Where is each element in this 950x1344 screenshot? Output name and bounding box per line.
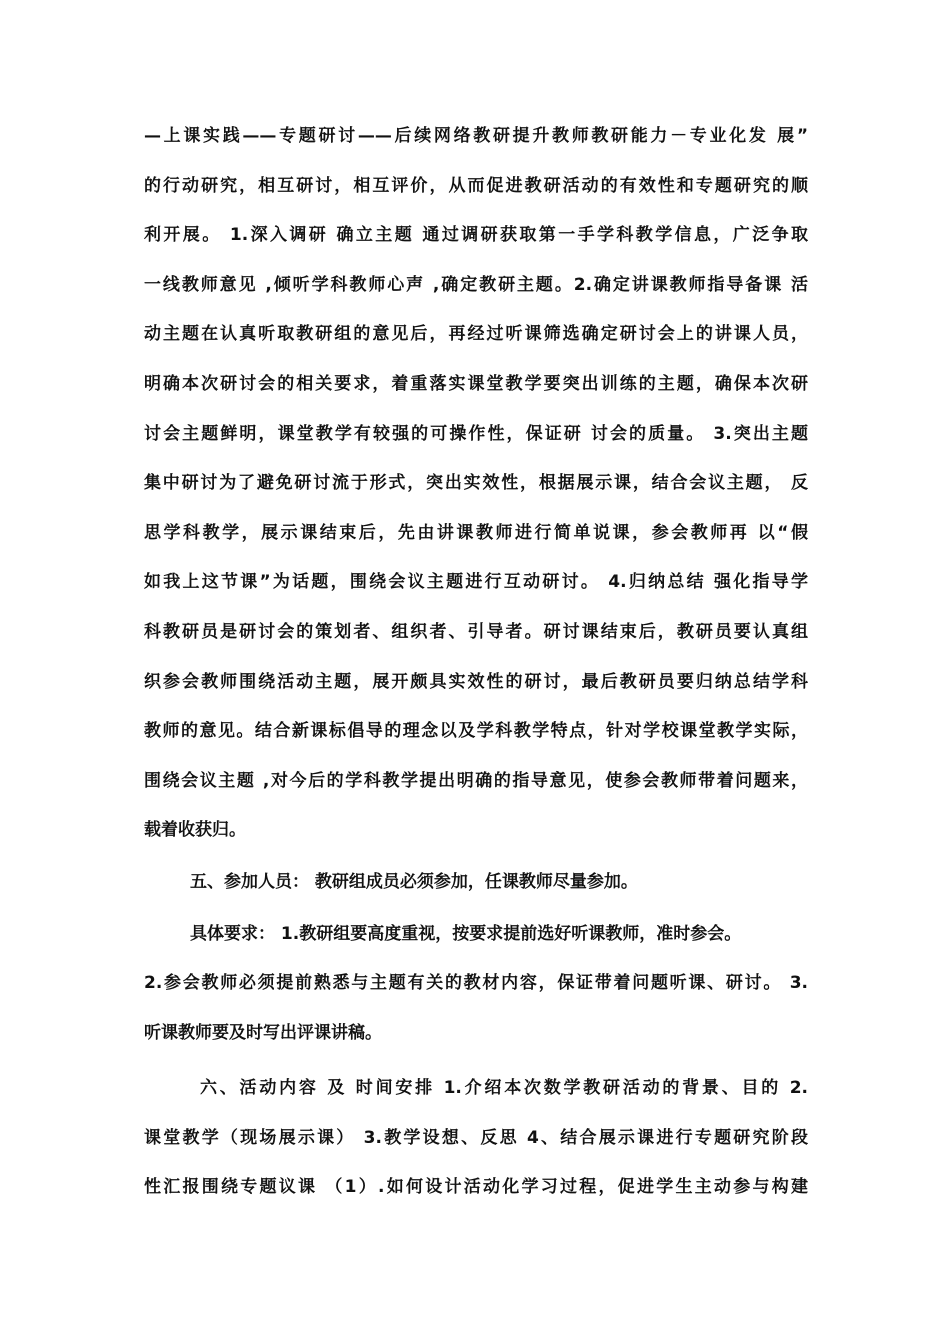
text-line: 动主题在认真听取教研组的意见后，再经过听课筛选确定研讨会上的讲课人员， xyxy=(144,324,808,345)
text-line: 的行动研究，相互研讨，相互评价，从而促进教研活动的有效性和专题研究的顺 xyxy=(144,175,808,196)
text-line: 集中研讨为了避免研讨流于形式，突出实效性，根据展示课，结合会议主题， 反 xyxy=(144,473,808,494)
paragraph-schedule xyxy=(144,1064,808,1213)
text-line: 思学科教学，展示课结束后，先由讲课教师进行简单说课，参会教师再 以“假 xyxy=(144,522,808,543)
section-heading-participants: 五、参加人员： 教研组成员必须参加，任课教师尽量参加。 xyxy=(190,871,638,892)
paragraph-participants xyxy=(144,858,808,908)
text-line: 载着收获归。 xyxy=(144,820,246,841)
text-line: 课堂教学（现场展示课） 3.教学设想、反思 4、结合展示课进行专题研究阶段 xyxy=(144,1127,808,1148)
text-line: 讨会主题鲜明，课堂教学有较强的可操作性，保证研 讨会的质量。 3.突出主题 xyxy=(144,423,808,444)
text-line: 听课教师要及时写出评课讲稿。 xyxy=(144,1022,382,1043)
text-line: 明确本次研讨会的相关要求，着重落实课堂教学要突出训练的主题，确保本次研 xyxy=(144,373,808,394)
text-line: 利开展。 1.深入调研 确立主题 通过调研获取第一手学科教学信息，广泛争取 xyxy=(144,225,808,246)
section-heading-schedule: 六、活动内容 及 时间安排 1.介绍本次数学教研活动的背景、目的 2. xyxy=(200,1078,808,1099)
text-line: 科教研员是研讨会的策划者、组织者、引导者。研讨课结束后，教研员要认真组 xyxy=(144,621,808,642)
text-line: 具体要求： 1.教研组要高度重视，按要求提前选好听课教师，准时参会。 xyxy=(190,923,742,944)
text-line: 织参会教师围绕活动主题，展开颇具实效性的研讨，最后教研员要归纳总结学科 xyxy=(144,671,808,692)
text-line: 2.参会教师必须提前熟悉与主题有关的教材内容，保证带着问题听课、研讨。 3. xyxy=(144,973,808,994)
text-line: 一线教师意见 ,倾听学科教师心声 ,确定教研主题。2.确定讲课教师指导备课 活 xyxy=(144,274,808,295)
text-line: 教师的意见。结合新课标倡导的理念以及学科教学特点，针对学校课堂教学实际， xyxy=(144,721,808,742)
text-line: 性汇报围绕专题议课 （1）.如何设计活动化学习过程，促进学生主动参与构建 xyxy=(144,1177,808,1198)
text-line: 围绕会议主题 ,对今后的学科教学提出明确的指导意见，使参会教师带着问题来， xyxy=(144,770,808,791)
paragraph-research-activities xyxy=(144,112,808,856)
document-body xyxy=(144,112,808,1213)
text-line: —上课实践——专题研讨——后续网络教研提升教师教研能力－专业化发 展” xyxy=(144,126,808,146)
text-line: 如我上这节课”为话题，围绕会议主题进行互动研讨。 4.归纳总结 强化指导学 xyxy=(144,572,808,593)
paragraph-requirements xyxy=(144,910,808,1059)
